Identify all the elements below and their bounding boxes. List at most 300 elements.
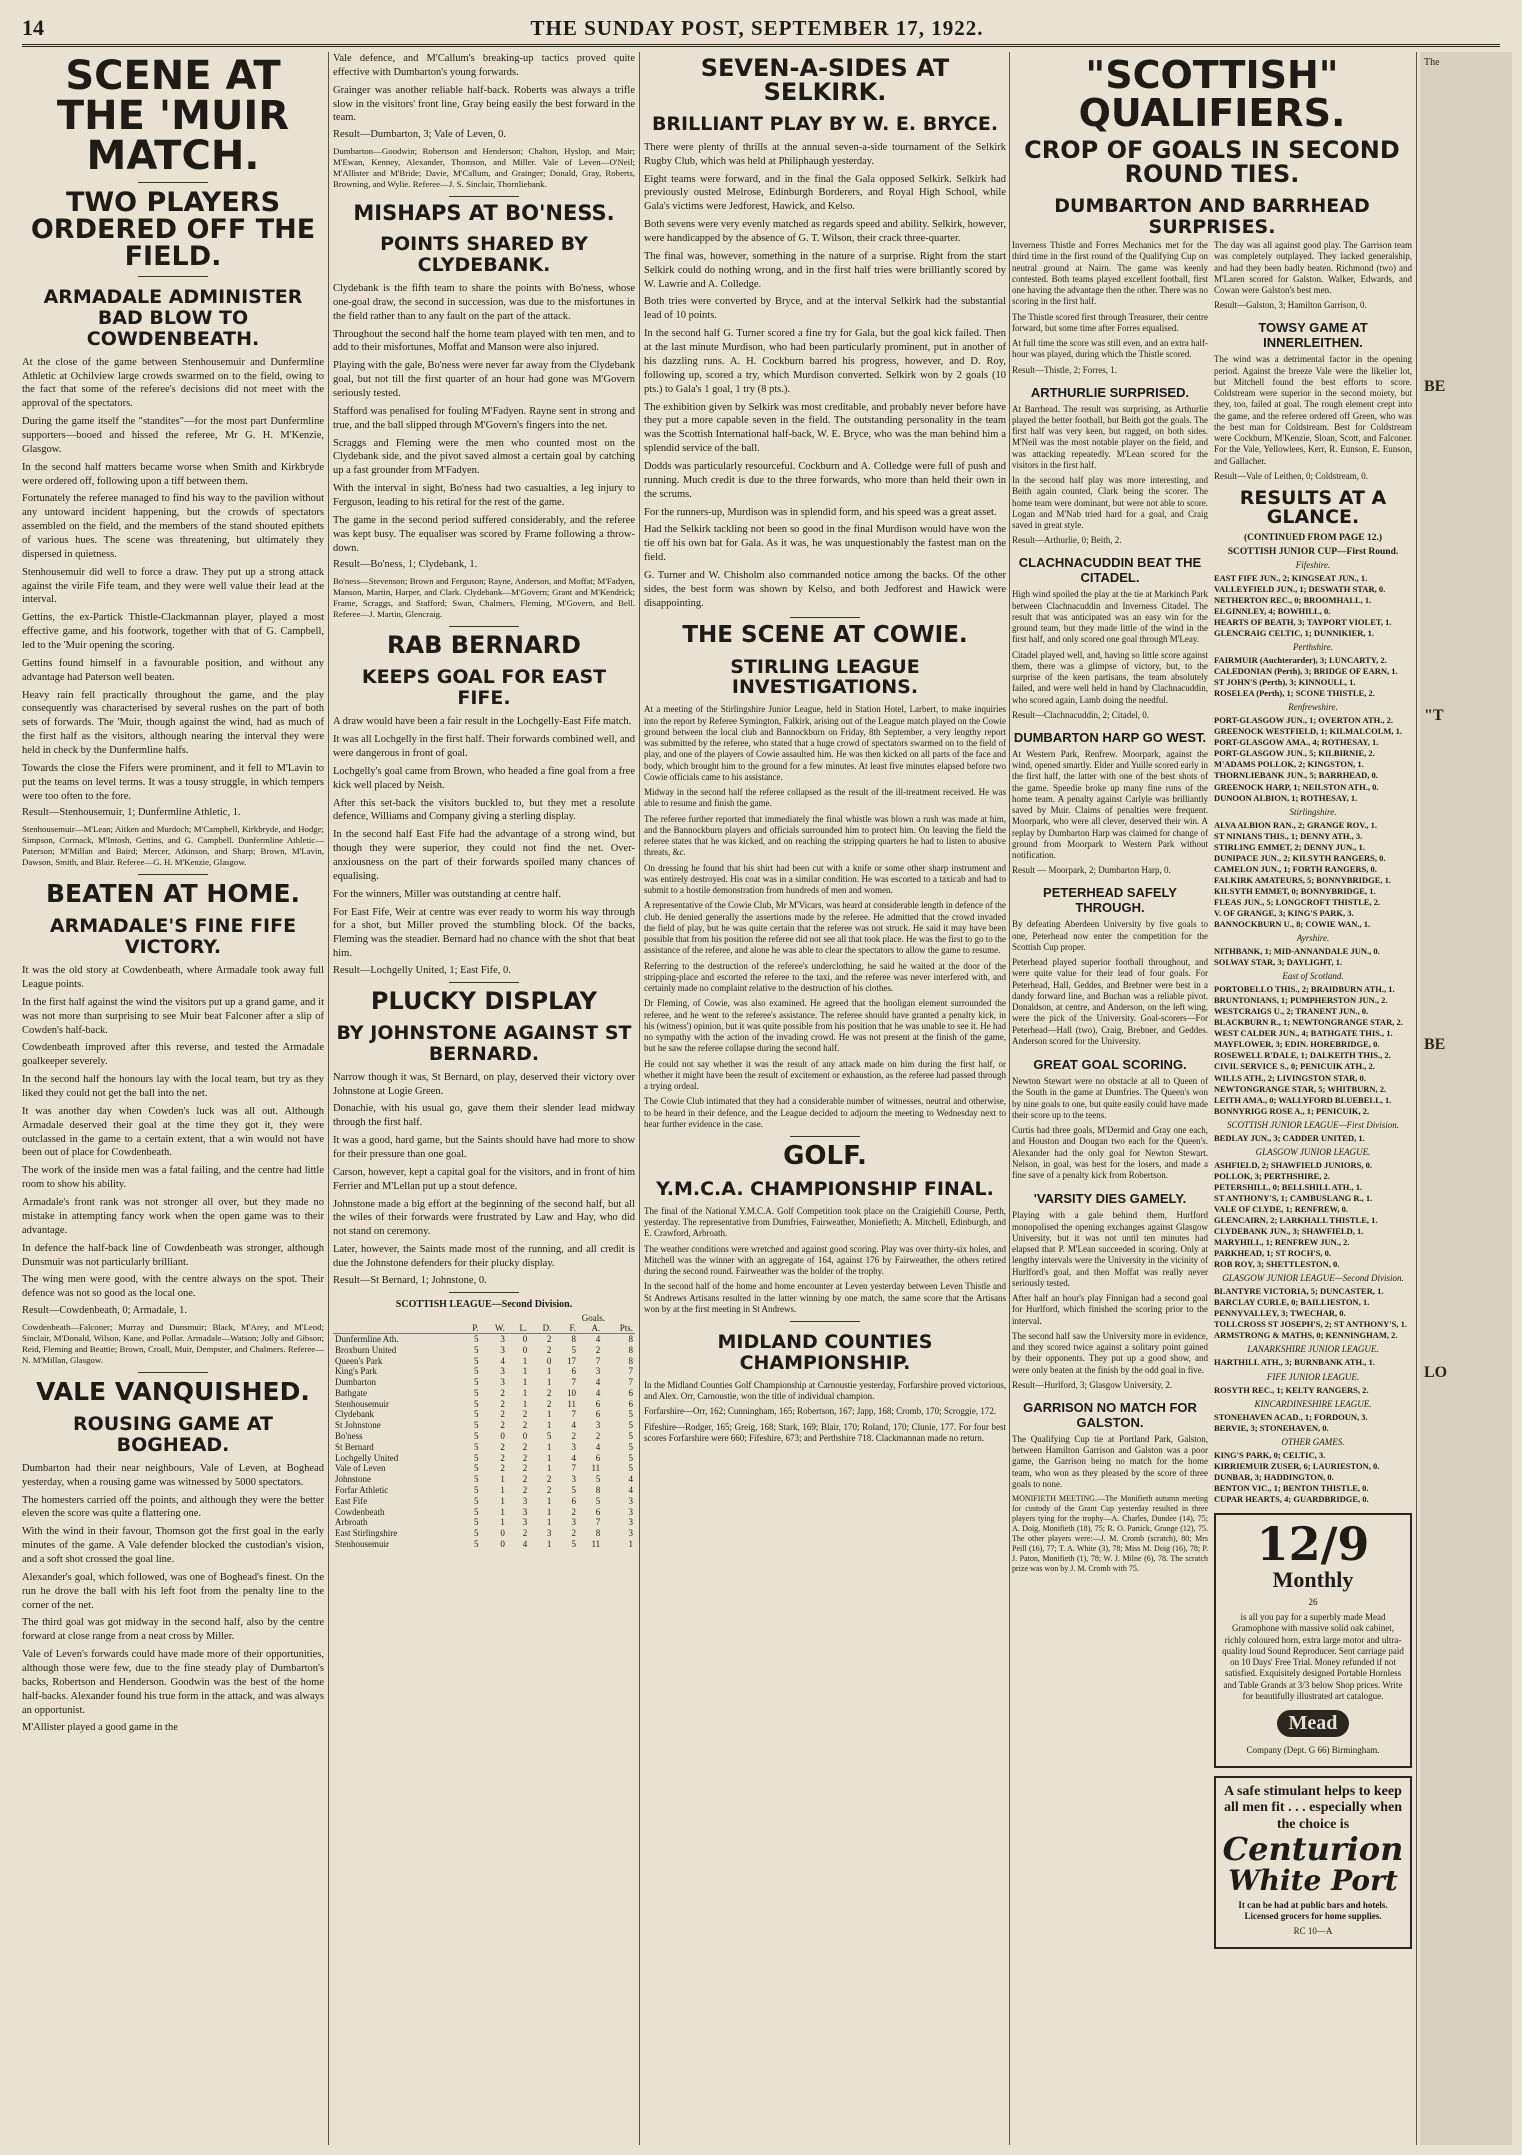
column-4a [1012,240,1208,2145]
match-result: Result—Cowdenbeath, 0; Armadale, 1. [22,1305,188,1317]
paragraph: The Qualifying Cup tie at Portland Park, Galston, between Hamilton Garrison and Galston was a poor game, the Garrison being no match for the home team, who won as they pleased by the score of three goals to none. [1012,1433,1208,1489]
stat-cell: 1 [522,1398,528,1409]
results-continued: (CONTINUED FROM PAGE 12.) [1243,532,1383,543]
paragraph: Gettins found himself in a favourable position, and without any advantage had Paterson well beaten. [22,657,324,683]
ad-company: Company (Dept. G 66) Birmingham. [1246,1745,1380,1756]
stat-cell: 0 [546,1355,552,1366]
result-line: KILSYTH EMMET, 0; BONNYBRIDGE, 1. [1214,885,1376,896]
stat-cell: 2 [500,1409,505,1420]
stat-cell: 5 [474,1333,479,1344]
match-result: Result—Bo'ness, 1; Clydebank, 1. [333,559,478,571]
stat-cell: 7 [595,1355,601,1366]
stat-cell: 3 [500,1377,505,1388]
result-line: BEDLAY JUN., 3; CADDER UNITED, 1. [1214,1132,1365,1143]
stat-cell: 6 [595,1452,601,1463]
league-row [333,1517,635,1528]
ad-code: RC 10—A [1293,1926,1333,1937]
story-title: GARRISON NO MATCH FOR GALSTON. [1023,1399,1197,1430]
stat-cell: 1 [500,1517,505,1528]
paragraph: The final of the National Y.M.C.A. Golf Competition took place on the Craigiehill Course, Perth, yesterday. The representative from Dumfries, Fairweather, Moniefieth; A. Mitchell, Edinburgh, and E. Crawford, Arbroath. [644,1205,1006,1239]
paragraph: There were plenty of thrills at the annual seven-a-side tournament of the Selkirk Rugby Club, which was held at Philiphaugh yesterday. [644,141,1006,167]
paragraph: Midway in the second half the referee collapsed as the result of the ill-treatment received. He was able to resume and finish the game. [644,787,1006,809]
result-line: GLENCAIRN, 2; LARKHALL THISTLE, 1. [1214,1215,1378,1225]
story-title: PETERHEAD SAFELY THROUGH. [1043,885,1177,916]
league-header-cell: L. [507,1323,529,1334]
stat-cell: 5 [474,1344,479,1355]
stat-cell: 3 [628,1528,633,1539]
results-list [1214,560,1412,1505]
stat-cell: 1 [522,1387,528,1398]
result-line: M'ADAMS POLLOK, 2; KINGSTON, 1. [1214,759,1364,770]
league-row [333,1366,635,1377]
result-line: SOLWAY STAR, 3; DAYLIGHT, 1. [1214,957,1343,968]
stat-cell: 5 [474,1387,479,1398]
story-headline: MISHAPS AT BO'NESS. [353,201,615,226]
story-title: ARTHURLIE SURPRISED. [1030,384,1190,400]
stat-cell: 1 [522,1355,528,1366]
result-line: BLANTYRE VICTORIA, 5; DUNCASTER, 1. [1214,1286,1384,1297]
league-header-cell: W. [481,1323,507,1334]
stat-cell: 5 [474,1431,479,1442]
main-headline: SCENE AT THE 'MUIR MATCH. [56,53,290,179]
stat-cell: 7 [628,1377,633,1388]
stat-cell: 2 [546,1333,552,1344]
story-title: STIRLING LEAGUE INVESTIGATIONS. [730,655,920,699]
paragraph: For the winners, Miller was outstanding at centre half. [333,888,562,900]
stat-cell: 5 [474,1506,479,1517]
results-group-title: East of Scotland. [1282,971,1344,982]
stat-cell: 2 [546,1398,552,1409]
stat-cell: 1 [546,1452,552,1463]
paragraph: MONIFIETH MEETING.—The Monifieth autumn meeting for custody of the Grant Cup yesterday resulted in three players tying for the trophy—A. Charles, Dundee (14), 75; A. Doig, Monifieth (18), 75; R. O. Partick, Grange (12), 75. The other players were:—J. M. Cromb (scratch), 80; Mrs Peill (16), 77; T. A. White (3), 78; Miss M. Doig (16), 78; P. J. Paton, Monifieth (1), 78; W. J. Milne (6), 78. The scratch prize was won by J. M. Cromb with 75. [1012,1494,1208,1573]
league-row [333,1431,635,1442]
paragraph: Grainger was another reliable half-back. Roberts was always a trifle slow in the visitors' front line, Gray being easily the best forward in the team. [333,84,635,124]
paragraph: He could not say whether it was the result of any attack made on him during the first half, or whether it might have been the result of excitement or exhaustion, as the referee had passed through a trying ordeal. [644,1058,1006,1092]
league-row [333,1539,635,1550]
result-line: EAST FIFE JUN., 2; KINGSEAT JUN., 1. [1214,572,1368,583]
paragraph: Stenhousemuir did well to force a draw. They put up a strong attack against the virile Fife team, and they were well value their lead at the interval. [22,566,324,606]
stat-cell: 3 [628,1517,633,1528]
match-result: Result—Vale of Leithen, 0; Coldstream, 0. [1214,470,1368,481]
paragraph: Clydebank is the fifth team to share the points with Bo'ness, whose one-goal draw, the second in succession, was due to the misfortunes in the field rather than to any fault on the part of the attack. [333,283,635,322]
story-headline: THE SCENE AT COWIE. [682,621,968,648]
stat-cell: 4 [595,1377,601,1388]
stat-cell: 8 [595,1528,601,1539]
stat-cell: 1 [546,1441,552,1452]
team-lineups: Stenhousemuir—M'Lean; Aitken and Murdoch; M'Campbell, Kirkbryde, and Hodge; Simpson, Cormack, M'Intosh, Gettins, and G. Campbell. Dunfermline Athletic—Paterson; M'Millan and Baird; Mercer, Atkinson, and Sharp; Brown, M'Lavin, Dawson, Smith, and Blair. Referee—G. H. M'Kenzie, Glasgow. [22,824,324,868]
stat-cell: 4 [571,1420,577,1431]
cropped-text: "T [1424,706,1444,724]
stat-cell: 5 [474,1398,479,1409]
stat-cell: 6 [571,1495,577,1506]
team-name: Johnstone [335,1474,371,1485]
stat-cell: 0 [522,1333,528,1344]
paragraph: The third goal was got midway in the second half, also by the centre forward at close range from a neat cross by Miller. [22,1617,324,1643]
paragraph: The homesters carried off the points, and although they were the better eleven the score was quite a flattering one. [22,1494,324,1520]
stat-cell: 3 [571,1441,577,1452]
stat-cell: 5 [571,1344,577,1355]
result-line: BENTON VIC., 1; BENTON THISTLE, 0. [1214,1482,1369,1493]
stat-cell: 3 [500,1366,505,1377]
paragraph: Stafford was penalised for fouling M'Fadyen. Rayne sent in strong and true, and the ball slipped through M'Govern's fingers into the net. [333,405,635,431]
stat-cell: 2 [546,1474,552,1485]
paragraph: Heavy rain fell practically throughout the game, and the play consequently was characterised by several rushes on the part of both sets of forwards. The 'Muir, though against the wind, had as much of the first half as the visitors, although nearing the interval they were held in check by the Dunfermline halfs. [22,689,324,757]
paragraph: The work of the inside men was a fatal failing, and the centre had little room to show his ability. [22,1165,324,1191]
stat-cell: 5 [628,1452,633,1463]
subheadline: TWO PLAYERS ORDERED OFF THE FIELD. [30,187,316,272]
league-header-cell: A. [578,1323,602,1334]
story-headline: PLUCKY DISPLAY [370,986,598,1015]
paragraph: At Western Park, Renfrew. Moorpark, against the wind, opened smartly. Elder and Yuille scored early in the first half, the latter with one of the best shots of the game. Speedie broke up many fine runs of the home team. A penalty against Carlyle was brilliantly saved by Muir. Claims of penalties were frequent. Moorpark, who were all clever, deserved their win. A replay by Dumbarton Harp was claimed for change of ground from Moorpark to Western Park without notification. [1012,748,1208,860]
paragraph: Referring to the destruction of the referee's underclothing, he said he waited at the door of the stripping-place and escorted the referee to the taxi, and the referee was never interfered with, and certainly made no complaint relative to the destruction of his clothes. [644,960,1006,994]
stat-cell: 2 [522,1463,528,1474]
league-row [333,1496,635,1507]
gramophone-advert [1214,1513,1412,1769]
league-row [333,1345,635,1356]
stat-cell: 3 [595,1366,601,1377]
result-line: PORT-GLASGOW JUN., 1; OVERTON ATH., 2. [1214,715,1394,726]
paragraph: Towards the close the Fifers were prominent, and it fell to M'Lavin to put the teams on level terms. It was a tousy struggle, in which tempers were too often to the fore. [22,762,324,802]
paragraph: Donachie, with his usual go, gave them their slender lead midway through the first half. [333,1103,635,1129]
result-line: BARCLAY CURLE, 0; BAILLIESTON, 1. [1214,1297,1370,1308]
stat-cell: 1 [500,1485,505,1496]
result-line: PARKHEAD, 1; ST ROCH'S, 0. [1214,1248,1332,1259]
goals-label: Goals. [581,1312,605,1323]
stat-cell: 6 [595,1398,601,1409]
mead-logo: Mead [1277,1710,1350,1737]
stat-cell: 2 [500,1463,505,1474]
stat-cell: 3 [500,1344,505,1355]
team-name: King's Park [335,1366,377,1377]
stat-cell: 0 [522,1344,528,1355]
team-name: East Stirlingshire [335,1528,398,1539]
stat-cell: 6 [628,1387,633,1398]
paragraph: The day was all against good play. The Garrison team was completely outplayed. They lacked generalship, and had they been badly beaten. Richmond (two) and M'Laren scored for Galston. Walker, Edwards, and Cowan were Galston's best men. [1214,240,1412,295]
story-headline: BEATEN AT HOME. [45,879,301,909]
team-name: Dunfermline Ath. [335,1333,399,1344]
story-title: MIDLAND COUNTIES CHAMPIONSHIP. [717,1331,933,1375]
league-row [333,1399,635,1410]
story-title: GREAT GOAL SCORING. [1033,1057,1187,1072]
result-line: WESTCRAIGS U., 2; TRANENT JUN., 0. [1214,1006,1369,1017]
results-group-title: KINCARDINESHIRE LEAGUE. [1254,1398,1372,1409]
stat-cell: 3 [522,1506,528,1517]
results-group-title: OTHER GAMES. [1281,1436,1345,1447]
stat-cell: 5 [474,1517,479,1528]
team-name: Vale of Leven [335,1463,386,1474]
stat-cell: 2 [522,1528,528,1539]
result-line: DUNBAR, 3; HADDINGTON, 0. [1214,1471,1334,1482]
stat-cell: 1 [546,1506,552,1517]
masthead [22,12,1500,47]
newspaper-title: THE SUNDAY POST, SEPTEMBER 17, 1922. [530,15,984,40]
stat-cell: 1 [546,1539,552,1550]
stat-cell: 5 [474,1355,479,1366]
result-line: TOLLCROSS ST JOSEPH'S, 2; ST ANTHONY'S, 1. [1214,1319,1407,1330]
paragraph: In the first half against the wind the visitors put up a grand game, and it was not more than surprising to see Muir beat Falconer after a slip of Cowden's half-back. [22,996,324,1036]
paragraph: High wind spoiled the play at the tie at Markinch Park between Clachnacuddin and Inverness Citadel. The result that was anticipated was an easy win for the ground team, but they made little of the wind in the first half, and only scored one goal through M'Leay. [1012,589,1208,645]
team-name: Dumbarton [335,1377,376,1388]
stat-cell: 6 [595,1409,601,1420]
cropped-text: LO [1424,1364,1448,1382]
results-group-title: Fifeshire. [1295,559,1331,570]
league-row [333,1528,635,1539]
stat-cell: 8 [628,1333,633,1344]
paragraph: By defeating Aberdeen University by five goals to one, Peterhead now enter the competition for the Scottish Cup proper. [1012,919,1208,952]
result-line: CLYDEBANK JUN., 3; SHAWFIELD, 1. [1214,1226,1364,1237]
paragraph: Alexander's goal, which followed, was one of Boghead's finest. On the run he drove the ball with his left foot from the penalty line to the corner of the net. [22,1571,324,1611]
column-rule [1416,52,1417,2145]
paragraph: Forfarshire—Orr, 162; Cunningham, 165; Robertson, 167; Japp, 168; Cromb, 170; Scroggie, 172. [644,1406,997,1417]
paragraph: Cowdenbeath improved after this reverse, and tested the Armadale goalkeeper severely. [22,1042,324,1068]
stat-cell: 2 [571,1431,577,1442]
result-line: WEST CALDER JUN., 4; BATHGATE THIS., 1. [1214,1028,1393,1039]
paragraph: Johnstone made a big effort at the beginning of the second half, but all the wiles of their forwards were frustrated by Law and Hay, who did not stand on ceremony. [333,1198,635,1238]
ad-top: A safe stimulant helps to keep all men fit . . . especially when the choice is [1223,1784,1403,1832]
team-lineups: Dumbarton—Goodwin; Robertson and Henderson; Chalton, Hyslop, and Mair; M'Ewan, Kenney, Alexander, Thomson, and Miller. Vale of Leven—O'Neil; M'Allister and M'Bride; Davie, M'Callum, and Grainger; Donald, Gray, Roberts, Browning, and Wylie. Referee—J. S. Sinclair, Thornliebank. [333,146,635,190]
stat-cell: 6 [571,1366,577,1377]
results-group-title: GLASGOW JUNIOR LEAGUE—Second Division. [1222,1273,1404,1284]
stat-cell: 5 [474,1539,479,1550]
stat-cell: 2 [571,1506,577,1517]
stat-cell: 5 [474,1485,479,1496]
league-header-cell [333,1323,461,1334]
result-line: VALLEYFIELD JUN., 1; DESWATH STAR, 0. [1214,583,1386,594]
stat-cell: 5 [571,1485,577,1496]
ad-badge: 26 [1308,1596,1318,1607]
paragraph: Gettins, the ex-Partick Thistle-Clackmannan player, played a most effective game, and his footwork, together with that of G. Campbell, led to the 'Muir opening the scoring. [22,612,324,651]
stat-cell: 11 [591,1539,601,1550]
paragraph: M'Allister played a good game in the [22,1722,178,1734]
stat-cell: 2 [522,1474,528,1485]
stat-cell: 5 [474,1409,479,1420]
stat-cell: 1 [546,1463,552,1474]
main-headline: "SCOTTISH" QUALIFIERS. [1078,53,1346,135]
result-line: PETERSHILL, 0; BELLSHILL ATH., 1. [1214,1181,1363,1192]
paragraph: The exhibition given by Selkirk was most creditable, and probably never before have they put a more capable seven in the field. The outstanding personality in the team was the Scottish International half-back, W. E. Bryce, who was the man behind him a splendid service of the ball. [644,401,1006,455]
cropped-text: BE [1424,1035,1446,1053]
paragraph: Vale of Leven's forwards could have made more of their opportunities, although those were few, due to the fine steady play of Dumbarton's backs, Robertson and Henderson. Goodwin was the best of the home half-backs. Alexander found his true form in the attack, and was always an opportunist. [22,1649,324,1716]
stat-cell: 2 [500,1387,505,1398]
stat-cell: 5 [628,1409,633,1420]
result-line: PORTOBELLO THIS., 2; BRAIDBURN ATH., 1. [1214,984,1395,995]
league-table-title: SCOTTISH LEAGUE—Second Division. [395,1298,573,1310]
team-name: Bathgate [335,1387,367,1398]
paragraph: The game in the second period suffered considerably, and the referee was kept busy. The equaliser was scored by Frame following a throw-down. [333,514,635,554]
stat-cell: 2 [522,1485,528,1496]
paragraph: The referee further reported that immediately the final whistle was blown a rush was made at him, and the Bannockburn players and officials surrounded him to protect him. On leaving the field the referee states that he was kicked, and on reaching the stripping quarters he had to listen to abusive threats, &c. [644,813,1006,858]
paragraph: Fortunately the referee managed to find his way to the pavilion without any untoward incident happening, but the crowds of spectators assembled on the field, and the members of the stand shouted epithets of various hues. The scene was threatening, but ultimately they dispersed in quietness. [22,493,324,560]
results-title: RESULTS AT A GLANCE. [1239,486,1387,528]
ad-monthly: Monthly [1272,1566,1354,1592]
results-group-title: LANARKSHIRE JUNIOR LEAGUE. [1247,1344,1379,1355]
paragraph: The Cowie Club intimated that they had a considerable number of witnesses, neutral and otherwise, to be heard in their defence, and the League decided to adjourn the meeting to Wednesday next to hear further evidence in the case. [644,1096,1006,1129]
stat-cell: 1 [546,1420,552,1431]
team-name: East Fife [335,1495,368,1506]
stat-cell: 2 [546,1344,552,1355]
paragraph: Eight teams were forward, and in the final the Gala opposed Selkirk. Selkirk had previously ousted Melrose, Edinburgh Borderers, and Royal High School, while Gala's victims were Jedforest, Hawick, and Kelso. [644,173,1006,213]
cup-title: SCOTTISH JUNIOR CUP—First Round. [1227,546,1399,557]
results-group-title: SCOTTISH JUNIOR LEAGUE—First Division. [1226,1119,1399,1130]
league-row [333,1453,635,1464]
result-line: ROSEWELL R'DALE, 1; DALKEITH THIS., 2. [1214,1050,1391,1061]
stat-cell: 3 [500,1333,505,1344]
result-line: VALE OF CLYDE, 1; RENFREW, 0. [1214,1203,1348,1214]
match-result: Result—Clachnacuddin, 2; Citadel, 0. [1012,709,1149,720]
result-line: DUNOON ALBION, 1; ROTHESAY, 1. [1214,792,1358,803]
story-title: ROUSING GAME AT BOGHEAD. [72,1413,274,1456]
paragraph: Dodds was particularly resourceful. Cockburn and A. Colledge were full of push and running. Much credit is due to the three forwards, who more than held their own in the scrums. [644,460,1006,500]
results-group-title: GLASGOW JUNIOR LEAGUE. [1255,1146,1371,1157]
result-line: ROSYTH REC., 1; KELTY RANGERS, 2. [1214,1384,1369,1395]
result-line: HEARTS OF BEATH, 3; TAYPORT VIOLET, 1. [1214,616,1392,627]
stat-cell: 2 [522,1452,528,1463]
league-row [333,1377,635,1388]
story-title: POINTS SHARED BY CLYDEBANK. [380,233,588,277]
result-line: FLEAS JUN., 5; LONGCROFT THISTLE, 2. [1214,896,1381,907]
stat-cell: 1 [500,1506,505,1517]
result-line: GLENCRAIG CELTIC, 1; DUNNIKIER, 1. [1214,627,1375,638]
paragraph: A draw would have been a fair result in the Lochgelly-East Fife match. [333,716,632,728]
result-line: FALKIRK AMATEURS, 5; BONNYBRIDGE, 1. [1214,874,1392,885]
match-result: Result—Dumbarton, 3; Vale of Leven, 0. [333,129,507,141]
result-line: NETHERTON REC., 0; BROOMHALL, 1. [1214,594,1372,605]
stat-cell: 7 [571,1409,577,1420]
match-result: Result—Stenhousemuir, 1; Dunfermline Athletic, 1. [22,807,241,819]
paragraph: Newton Stewart were no obstacle at all to Queen of the South in the game at Dumfries. The Queen's won by nine goals to one, but quite easily could have made their score up to the teens. [1012,1076,1208,1120]
stat-cell: 5 [474,1463,479,1474]
paragraph: Carson, however, kept a capital goal for the visitors, and in front of him Ferrier and M'Lellan put up a stout defence. [333,1166,635,1192]
result-line: ROSELEA (Perth), 1; SCONE THISTLE, 2. [1214,688,1375,699]
stat-cell: 5 [474,1528,479,1539]
stat-cell: 2 [500,1398,505,1409]
stat-cell: 5 [628,1441,633,1452]
result-line: ELGINNLEY, 4; BOWHILL, 0. [1214,605,1331,616]
result-line: BERVIE, 3; STONEHAVEN, 0. [1214,1422,1329,1433]
league-row [333,1409,635,1420]
paragraph: For the runners-up, Murdison was in splendid form, and his speed was a great asset. [644,506,997,518]
port-wine-advert [1214,1776,1412,1949]
paragraph: In the second half G. Turner scored a fine try for Gala, but the goal kick failed. Then at the last minute Murdison, who had been particularly prominent, put in another of his dazzling runs. A. H. Cockburn barred his progress, however, and D. Roy, following up, scored a try, which Murdison converted. Selkirk won by 2 goals (10 pts.) to Gala's 1 goal, 1 try (8 pts.). [644,328,1006,395]
stat-cell: 11 [567,1398,577,1409]
team-name: Lochgelly United [335,1452,399,1463]
paragraph: In the second half the honours lay with the local team, but try as they liked they could not get the ball into the net. [22,1074,324,1100]
stat-cell: 8 [628,1344,633,1355]
league-header-cell: P. [461,1323,480,1334]
stat-cell: 8 [571,1333,577,1344]
league-row [333,1442,635,1453]
league-row [333,1356,635,1367]
stat-cell: 7 [571,1377,577,1388]
result-line: V. OF GRANGE, 3; KING'S PARK, 3. [1214,907,1354,918]
stat-cell: 4 [595,1387,601,1398]
story-headline: SEVEN-A-SIDES AT SELKIRK. [700,54,950,106]
team-name: St Bernard [335,1441,374,1452]
result-line: ARMSTRONG & MATHS, 0; KENNINGHAM, 2. [1214,1330,1398,1341]
stat-cell: 2 [571,1528,577,1539]
paragraph: Armadale's front rank was not stronger all over, but they made no mistake in attempting fancy work when the open game was to their advantage. [22,1197,324,1236]
paragraph: It was all Lochgelly in the first half. Their forwards combined well, and were dangerous in front of goal. [333,734,635,759]
cropped-text: BE [1424,378,1446,395]
stat-cell: 8 [628,1355,633,1366]
stat-cell: 2 [500,1420,505,1431]
stat-cell: 3 [571,1517,577,1528]
team-name: Stenhousemuir [335,1398,389,1409]
stat-cell: 3 [628,1495,633,1506]
story-title: KEEPS GOAL FOR EAST FIFE. [361,666,607,710]
team-lineups: Cowdenbeath—Falconer; Murray and Dunsmuir; Black, M'Arey, and M'Leod; Sinclair, M'Donald, Wilson, Kane, and Pollar. Armadale—Watson; Jolly and Gibson; Reid, Fleming and Beattie; Brown, Croall, Muir, Dempster, and Chalmers. Referee—N. M'Millan, Glasgow. [22,1322,324,1366]
paragraph: Narrow though it was, St Bernard, on play, deserved their victory over Johnstone at Logie Green. [333,1071,635,1097]
result-line: KING'S PARK, 0; CELTIC, 3. [1214,1449,1326,1460]
paragraph: At a meeting of the Stirlingshire Junior League, held in Station Hotel, Larbert, to make inquiries into the report by Referee Symington, Falkirk, arising out of the League match played on the Cowie ground between the local club and Bannockburn on Friday, 8th September, a very lengthy report was submitted by the referee, who stated that a huge crowd of spectators swarmed on to the field of play, and one of the players of Cowie assaulted him. He was then kicked on all parts of the face and body, which brought him to the ground for a few minutes. At least five minutes elapsed before two Cowie officials came to his assistance. [644,704,1006,782]
paragraph: In defence the half-back line of Cowdenbeath was stronger, although Dunsmuir was not particularly brilliant. [22,1242,324,1268]
stat-cell: 3 [628,1506,633,1517]
column-4b [1214,240,1412,2145]
stat-cell: 3 [522,1495,528,1506]
results-group-title: FIFE JUNIOR LEAGUE. [1266,1371,1360,1382]
paragraph: In the second half East Fife had the advantage of a strong wind, but though they were superior, they could not find the net. Over-anxiousness on the part of their forwards spoiled many chances of equalising. [333,829,635,882]
stat-cell: 5 [628,1431,633,1442]
stat-cell: 1 [628,1539,633,1550]
paragraph: During the game itself the "standites"—for the most part Dunfermline supporters—booed and hissed the referee, Mr G. H. M'Kenzie, Glasgow. [22,416,324,455]
result-line: ALVA ALBION RAN., 2; GRANGE ROV., 1. [1214,819,1378,830]
result-line: NEWTONGRANGE STAR, 5; WHITBURN, 2. [1214,1083,1387,1094]
stat-cell: 1 [500,1495,505,1506]
match-result: Result—Arthurlie, 0; Beith, 2. [1012,535,1122,546]
team-name: Bo'ness [335,1431,363,1442]
stat-cell: 0 [500,1431,505,1442]
match-result: Result—Lochgelly United, 1; East Fife, 0. [333,964,511,976]
stat-cell: 1 [546,1495,552,1506]
match-result: Result—Hurlford, 3; Glasgow University, 2. [1012,1379,1173,1390]
stat-cell: 2 [595,1344,601,1355]
cropped-text: The [1424,57,1440,68]
stat-cell: 5 [595,1474,601,1485]
story-headline: VALE VANQUISHED. [36,1377,310,1407]
league-row [333,1420,635,1431]
stat-cell: 2 [546,1485,552,1496]
stat-cell: 7 [571,1463,577,1474]
paragraph: G. Turner and W. Chisholm also commanded notice among the backs. Of the other sides, the best form was shown by Kelso, and both Jedforest and Hawick were disappointing. [644,569,1006,609]
paragraph: Curtis had three goals, M'Dermid and Gray one each, and Houston and Dougan two each for the Queen's. Alexander had the only goal for Newton Stewart. Nelson, in goal, was best for the losers, and made a fine save of a penalty kick from Robertson. [1012,1125,1208,1180]
column-rule [1009,52,1010,2145]
stat-cell: 8 [595,1485,601,1496]
result-line: ASHFIELD, 2; SHAWFIELD JUNIORS, 0. [1214,1159,1372,1170]
stat-cell: 17 [567,1355,577,1366]
story-title: BY JOHNSTONE AGAINST ST BERNARD. [336,1021,632,1065]
team-name: Forfar Athletic [335,1485,389,1496]
paragraph: Had the Selkirk tackling not been so good in the final Murdison would have won the tie off his own bat for Gala. As it was, he was unquestionably the fastest man on the field. [644,524,1006,564]
column-rule [328,52,329,2145]
result-line: POLLOK, 3; PERTHSHIRE, 2. [1214,1170,1330,1181]
result-line: GREENOCK HARP, 1; NEILSTON ATH., 0. [1214,781,1379,792]
stat-cell: 4 [628,1485,633,1496]
qualifiers-headline-block [1012,52,1412,244]
paragraph: In the second half matters became worse when Smith and Kirkbryde were ordered off, following upon a tiff between them. [22,461,324,487]
paragraph: For East Fife, Weir at centre was ever ready to worm his way through for a shot, but Miller proved the stumbling block. Of the backs, Fleming was the steadier. Bernard had no chance with the shot that beat him. [333,906,635,960]
stat-cell: 2 [595,1431,601,1442]
stat-cell: 1 [522,1366,528,1377]
team-lineups: Bo'ness—Stevenson; Brown and Ferguson; Rayne, Anderson, and Moffat; M'Fadyen, Manson, Martin, Harper, and Clark. Clydebank—M'Govern; Grant and M'Kendrick; Frame, Scraggs, and Stafford; Swan, Chalmers, Fleming, M'Govern, and Bell. Referee—J. Martin, Glencraig. [333,576,635,620]
stat-cell: 5 [628,1463,633,1474]
league-table [333,1323,635,1550]
result-line: BANNOCKBURN U., 8; COWIE WAN., 1. [1214,919,1371,930]
league-row [333,1333,635,1344]
result-line: STONEHAVEN ACAD., 1; FORDOUN, 3. [1214,1411,1368,1422]
result-line: MAYFLOWER, 3; EDIN. HOREBRIDGE, 0. [1214,1039,1380,1050]
paragraph: Vale defence, and M'Callum's breaking-up tactics proved quite effective with Dumbarton's young forwards. [333,53,635,78]
story-title: 'VARSITY DIES GAMELY. [1033,1191,1187,1207]
